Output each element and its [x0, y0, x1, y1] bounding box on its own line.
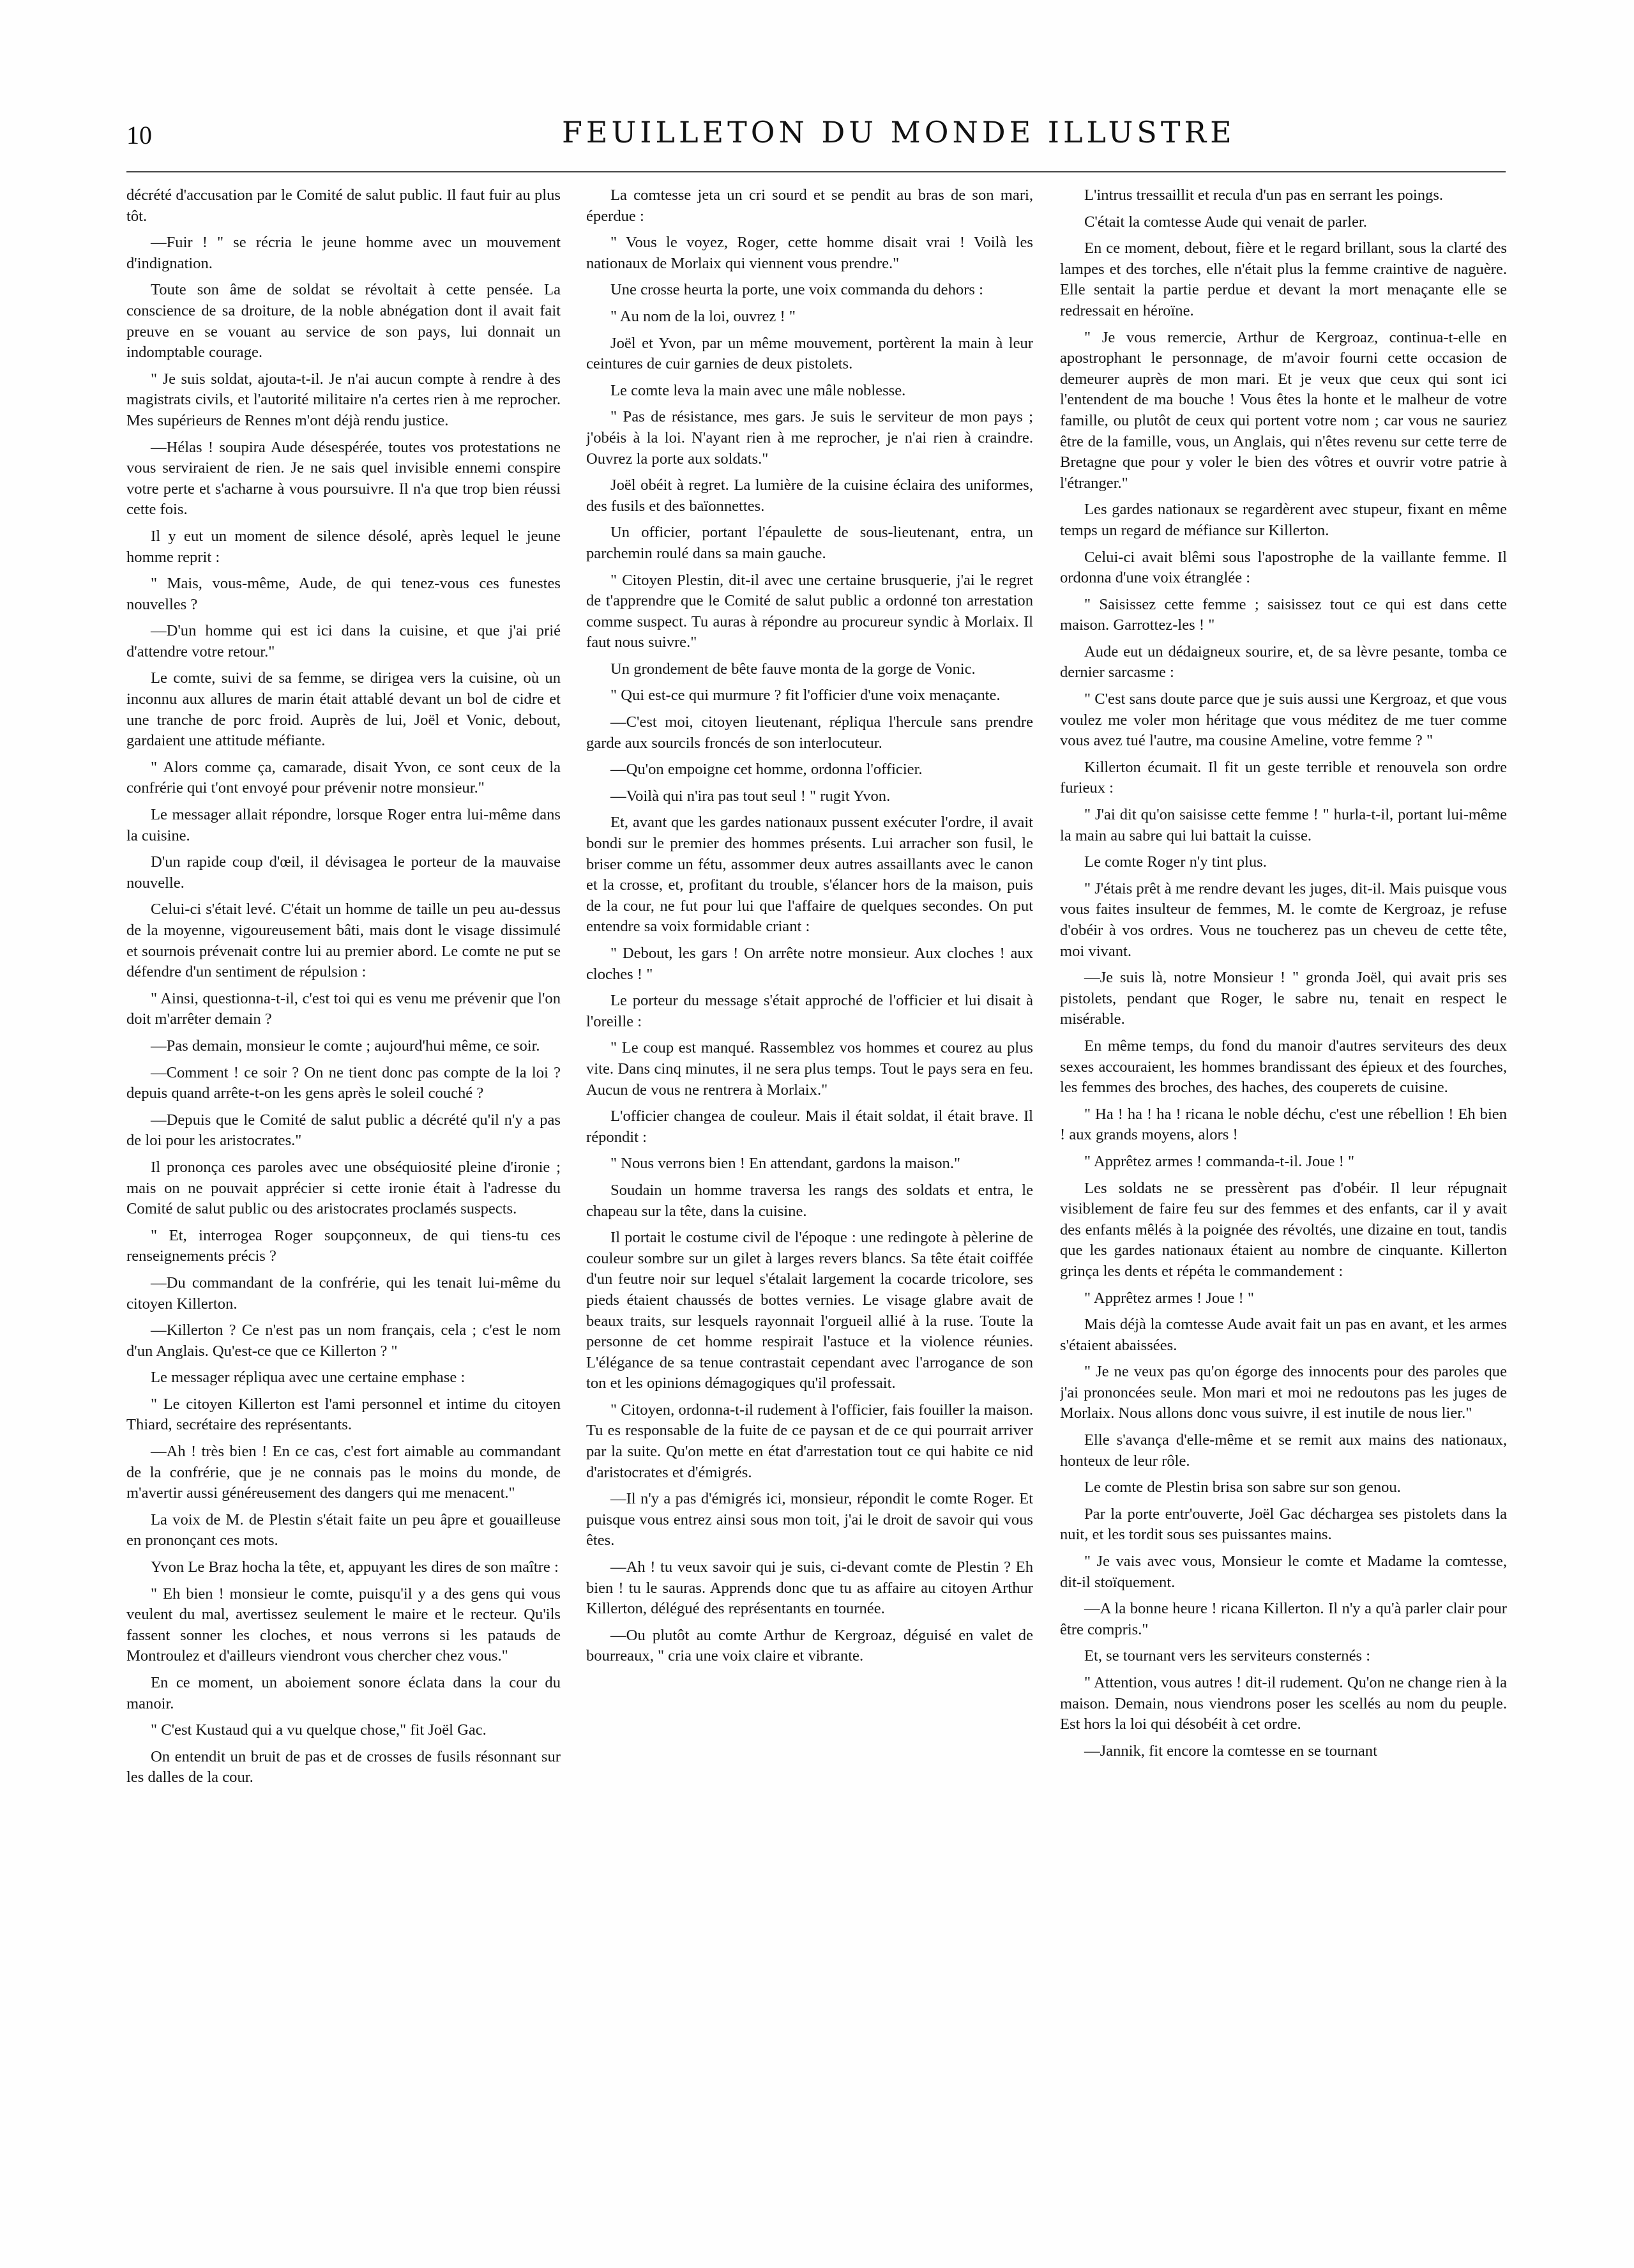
paragraph: —Il n'y a pas d'émigrés ici, monsieur, répondit le comte Roger. Et puisque vous entrez ainsi sous mon toit, j'ai le droit de savoir qui vous êtes.	[586, 1490, 1033, 1549]
paragraph: " Apprêtez armes ! commanda-t-il. Joue ! "	[1084, 1152, 1354, 1170]
paragraph: " Attention, vous autres ! dit-il rudement. Qu'on ne change rien à la maison. Demain, nous viendrons poser les scellés au nom du peuple. Est hors la loi qui désobéit à cet ordre.	[1060, 1674, 1507, 1733]
paragraph: Celui-ci avait blêmi sous l'apostrophe de la vaillante femme. Il ordonna d'une voix étranglée :	[1060, 548, 1507, 587]
paragraph: " Apprêtez armes ! Joue ! "	[1084, 1289, 1254, 1307]
paragraph: —A la bonne heure ! ricana Killerton. Il n'y a qu'à parler clair pour être compris."	[1060, 1600, 1507, 1638]
text-column-1	[126, 185, 561, 2114]
paragraph: Et, se tournant vers les serviteurs consternés :	[1084, 1647, 1371, 1665]
paragraph: D'un rapide coup d'œil, il dévisagea le porteur de la mauvaise nouvelle.	[126, 853, 561, 892]
paragraph: —Qu'on empoigne cet homme, ordonna l'officier.	[610, 761, 923, 779]
paragraph: —Fuir ! " se récria le jeune homme avec un mouvement d'indignation.	[126, 234, 561, 272]
paragraph: Yvon Le Braz hocha la tête, et, appuyant les dires de son maître :	[151, 1558, 559, 1576]
paragraph: " Vous le voyez, Roger, cette homme disait vrai ! Voilà les nationaux de Morlaix qui viennent vous prendre."	[586, 234, 1033, 272]
paragraph: Aude eut un dédaigneux sourire, et, de sa lèvre pesante, tomba ce dernier sarcasme :	[1060, 643, 1507, 681]
paragraph: —Ou plutôt au comte Arthur de Kergroaz, déguisé en valet de bourreaux, " cria une voix claire et vibrante.	[586, 1626, 1033, 1665]
paragraph: " C'est Kustaud qui a vu quelque chose," fit Joël Gac.	[151, 1721, 487, 1739]
paragraph: En même temps, du fond du manoir d'autres serviteurs des deux sexes accouraient, les hommes brandissant des épieux et des fourches, les femmes des broches, des haches, des couperets de cuisine.	[1060, 1037, 1507, 1097]
paragraph: " Le citoyen Killerton est l'ami personnel et intime du citoyen Thiard, secrétaire des représentants.	[126, 1395, 561, 1434]
paragraph: Le comte leva la main avec une mâle noblesse.	[610, 381, 906, 399]
paragraph: Par la porte entr'ouverte, Joël Gac déchargea ses pistolets dans la nuit, et les tordit sous ses puissantes mains.	[1060, 1505, 1507, 1544]
paragraph: Un officier, portant l'épaulette de sous-lieutenant, entra, un parchemin roulé dans sa main gauche.	[586, 524, 1033, 562]
paragraph: " Debout, les gars ! On arrête notre monsieur. Aux cloches ! aux cloches ! "	[586, 945, 1033, 983]
paragraph: En ce moment, debout, fière et le regard brillant, sous la clarté des lampes et des torches, elle n'était plus la femme craintive de naguère. Elle sentait la partie perdue et devant la mort menaçante elle se redressait en héroïne.	[1060, 240, 1507, 319]
text-column-3	[1060, 185, 1507, 2114]
paragraph: " Pas de résistance, mes gars. Je suis le serviteur de mon pays ; j'obéis à la loi. N'ayant rien à me reprocher, je n'ai rien à craindre. Ouvrez la porte aux soldats."	[586, 408, 1033, 468]
paragraph: décrété d'accusation par le Comité de salut public. Il faut fuir au plus tôt.	[126, 186, 561, 225]
paragraph: La comtesse jeta un cri sourd et se pendit au bras de son mari, éperdue :	[586, 186, 1033, 225]
paragraph: " Citoyen Plestin, dit-il avec une certaine brusquerie, j'ai le regret de t'apprendre que le Comité de salut public a ordonné ton arrestation comme suspect. Tu auras à répondre au procureur syndic à Morlaix. Il faut nous suivre."	[586, 571, 1033, 651]
paragraph: " Mais, vous-même, Aude, de qui tenez-vous ces funestes nouvelles ?	[126, 575, 561, 613]
paragraph: " C'est sans doute parce que je suis aussi une Kergroaz, et que vous voulez me voler mon héritage que vous méditez de me tuer comme vous avez tué l'autre, ma cousine Ameline, votre femme ? "	[1060, 690, 1507, 750]
paragraph: " Le coup est manqué. Rassemblez vos hommes et courez au plus vite. Dans cinq minutes, il ne sera plus temps. Tout le pays sera en feu. Aucun de vous ne rentrera à Morlaix."	[586, 1039, 1033, 1099]
paragraph: La voix de M. de Plestin s'était faite un peu âpre et gouailleuse en prononçant ces mots.	[126, 1511, 561, 1549]
paragraph: " Et, interrogea Roger soupçonneux, de qui tiens-tu ces renseignements précis ?	[126, 1226, 561, 1265]
paragraph: —Comment ! ce soir ? On ne tient donc pas compte de la loi ? depuis quand arrête-t-on les gens après le soleil couché ?	[126, 1063, 561, 1102]
paragraph: En ce moment, un aboiement sonore éclata dans la cour du manoir.	[126, 1674, 561, 1712]
paragraph: —Pas demain, monsieur le comte ; aujourd'hui même, ce soir.	[151, 1037, 540, 1054]
paragraph: Il prononça ces paroles avec une obséquiosité pleine d'ironie ; mais on ne pouvait apprécier si cette ironie était à l'adresse du Comité de salut public ou des aristocrates proclamés suspects.	[126, 1158, 561, 1218]
page-header-title: FEUILLETON DU MONDE ILLUSTRE	[562, 115, 1236, 149]
paragraph: " J'ai dit qu'on saisisse cette femme ! " hurla-t-il, portant lui-même la main au sabre qui lui battait la cuisse.	[1060, 806, 1507, 844]
paragraph: " Qui est-ce qui murmure ? fit l'officier d'une voix menaçante.	[610, 687, 1001, 704]
paragraph: —Hélas ! soupira Aude désespérée, toutes vos protestations ne vous serviraient de rien. Je ne sais quel invisible ennemi conspire votre perte et s'acharne à vous poursuivre. Il n'a que trop bien réussi cette fois.	[126, 438, 561, 519]
paragraph: Elle s'avança d'elle-même et se remit aux mains des nationaux, honteux de leur rôle.	[1060, 1431, 1507, 1470]
paragraph: —Jannik, fit encore la comtesse en se tournant	[1084, 1742, 1377, 1760]
paragraph: Les soldats ne se pressèrent pas d'obéir. Il leur répugnait visiblement de faire feu sur des femmes et des enfants, car il y avait des enfants mêlés à la poignée des révoltés, une dizaine en tout, tandis que les gardes nationaux étaient au nombre de cinquante. Killerton grinça les dents et répéta le commandement :	[1060, 1179, 1507, 1280]
paragraph: Mais déjà la comtesse Aude avait fait un pas en avant, et les armes s'étaient abaissées.	[1060, 1316, 1507, 1354]
paragraph: " Au nom de la loi, ouvrez ! "	[610, 307, 796, 325]
paragraph: Une crosse heurta la porte, une voix commanda du dehors :	[610, 281, 983, 299]
paragraph: Le porteur du message s'était approché de l'officier et lui disait à l'oreille :	[586, 992, 1033, 1030]
paragraph: " Je suis soldat, ajouta-t-il. Je n'ai aucun compte à rendre à des magistrats civils, et l'autorité militaire n'a certes rien à me reprocher. Mes supérieurs de Rennes m'ont déjà rendu justice.	[126, 370, 561, 429]
paragraph: C'était la comtesse Aude qui venait de parler.	[1084, 213, 1367, 231]
paragraph: " Alors comme ça, camarade, disait Yvon, ce sont ceux de la confrérie qui t'ont envoyé pour prévenir notre monsieur."	[126, 758, 561, 797]
header-rule	[126, 171, 1506, 172]
paragraph: Le comte Roger n'y tint plus.	[1084, 853, 1267, 871]
paragraph: Et, avant que les gardes nationaux pussent exécuter l'ordre, il avait bondi sur le premier des hommes présents. Lui arracher son fusil, le briser comme un fétu, assommer deux autres assaillants avec le canon et la crosse, et, profitant du trouble, s'élancer hors de la maison, puis de la cour, ne fut pour lui que l'affaire de quelques secondes. On put entendre sa voix formidable criant :	[586, 814, 1033, 936]
paragraph: Toute son âme de soldat se révoltait à cette pensée. La conscience de sa droiture, de la noble abnégation dont il avait fait preuve en se vouant au service de son pays, lui donnait un indomptable courage.	[126, 281, 561, 362]
paragraph: Joël et Yvon, par un même mouvement, portèrent la main à leur ceintures de cuir garnies de deux pistolets.	[586, 334, 1033, 373]
paragraph: —Depuis que le Comité de salut public a décrété qu'il n'y a pas de loi pour les aristocrates."	[126, 1111, 561, 1150]
paragraph: Celui-ci s'était levé. C'était un homme de taille un peu au-dessus de la moyenne, vigoureusement bâti, mais dont le visage dissimulé et sournois prévenait contre lui au premier abord. Le comte ne put se défendre d'un sentiment de répulsion :	[126, 901, 561, 981]
paragraph: Le messager allait répondre, lorsque Roger entra lui-même dans la cuisine.	[126, 806, 561, 844]
paragraph: —C'est moi, citoyen lieutenant, répliqua l'hercule sans prendre garde aux sourcils froncés de son interlocuteur.	[586, 713, 1033, 752]
paragraph: Le comte de Plestin brisa son sabre sur son genou.	[1084, 1479, 1401, 1496]
paragraph: —D'un homme qui est ici dans la cuisine, et que j'ai prié d'attendre votre retour."	[126, 622, 561, 660]
paragraph: L'officier changea de couleur. Mais il était soldat, il était brave. Il répondit :	[586, 1107, 1033, 1146]
paragraph: Killerton écumait. Il fit un geste terrible et renouvela son ordre furieux :	[1060, 758, 1507, 797]
paragraph: —Ah ! très bien ! En ce cas, c'est fort aimable au commandant de la confrérie, que je ne connais pas le moins du monde, de m'avertir aussi généreusement des dangers qui me menacent."	[126, 1443, 561, 1502]
page-number: 10	[126, 121, 152, 149]
paragraph: Le messager répliqua avec une certaine emphase :	[151, 1369, 465, 1387]
paragraph: " Eh bien ! monsieur le comte, puisqu'il y a des gens qui vous veulent du mal, avertissez seulement le maire et le recteur. Qu'ils fassent sonner les cloches, et nous verrons si les patauds de Montroulez et d'ailleurs viendront vous chercher chez vous."	[126, 1585, 561, 1665]
paragraph: " Saisissez cette femme ; saisissez tout ce qui est dans cette maison. Garrottez-les ! "	[1060, 595, 1507, 634]
paragraph: " Citoyen, ordonna-t-il rudement à l'officier, fais fouiller la maison. Tu es responsable de la fuite de ce paysan et de ce qui pourrait arriver par la suite. Qu'on mette en état d'arrestation tout ce qui habite ce nid d'aristocrates et d'émigrés.	[586, 1401, 1033, 1481]
paragraph: " Je vais avec vous, Monsieur le comte et Madame la comtesse, dit-il stoïquement.	[1060, 1553, 1507, 1591]
paragraph: Un grondement de bête fauve monta de la gorge de Vonic.	[610, 660, 976, 678]
paragraph: " Ainsi, questionna-t-il, c'est toi qui es venu me prévenir que l'on doit m'arrêter demain ?	[126, 989, 561, 1028]
paragraph: Les gardes nationaux se regardèrent avec stupeur, fixant en même temps un regard de méfiance sur Killerton.	[1060, 501, 1507, 539]
paragraph: " Ha ! ha ! ha ! ricana le noble déchu, c'est une rébellion ! Eh bien ! aux grands moyens, alors !	[1060, 1105, 1507, 1144]
paragraph: " Nous verrons bien ! En attendant, gardons la maison."	[610, 1155, 961, 1173]
text-column-2	[586, 185, 1033, 2114]
paragraph: —Ah ! tu veux savoir qui je suis, ci-devant comte de Plestin ? Eh bien ! tu le sauras. Apprends donc que tu as affaire au citoyen Arthur Killerton, délégué des représentants en tournée.	[586, 1558, 1033, 1618]
paragraph: L'intrus tressaillit et recula d'un pas en serrant les poings.	[1084, 186, 1444, 204]
paragraph: " Je vous remercie, Arthur de Kergroaz, continua-t-elle en apostrophant le personnage, de m'avoir fourni cette occasion de demeurer auprès de mon mari. Et je veux que ceux qui sont ici l'entendent de ma bouche ! Vous êtes la honte et le malheur de votre famille, ou plutôt de ceux qui portent votre nom ; car vous ne sauriez être de la famille, vous, un Anglais, qui n'êtes revenu sur cette terre de Bretagne que pour y voler le bien des vôtres et ouvrir votre patrie à l'étranger."	[1060, 328, 1507, 492]
paragraph: Joël obéit à regret. La lumière de la cuisine éclaira des uniformes, des fusils et des baïonnettes.	[586, 476, 1033, 515]
paragraph: Soudain un homme traversa les rangs des soldats et entra, le chapeau sur la tête, dans la cuisine.	[586, 1181, 1033, 1220]
paragraph: " J'étais prêt à me rendre devant les juges, dit-il. Mais puisque vous vous faites insulteur de femmes, M. le comte de Kergroaz, je refuse d'obéir à vos ordres. Vous ne toucherez pas un cheveu de cette tête, moi vivant.	[1060, 879, 1507, 960]
paragraph: Il portait le costume civil de l'époque : une redingote à pèlerine de couleur sombre sur un gilet à larges revers blancs. Sa tête était coiffée d'un feutre noir sur lequel s'étalait largement la cocarde tricolore, ses pieds étaient chaussés de bottes vernies. Le visage glabre avait de beaux traits, sur lesquels rayonnait l'orgueil allié à la ruse. Toute la personne de cet homme respirait l'astuce et la violence réunies. L'élégance de sa tenue contrastait cependant avec l'arrogance de son ton et les opinions démagogiques qu'il professait.	[586, 1229, 1033, 1392]
paragraph: Le comte, suivi de sa femme, se dirigea vers la cuisine, où un inconnu aux allures de marin était attablé devant un bol de cidre et une tranche de porc froid. Auprès de lui, Joël et Vonic, debout, gardaient une attitude méfiante.	[126, 669, 561, 750]
paragraph: —Voilà qui n'ira pas tout seul ! " rugit Yvon.	[610, 787, 891, 805]
paragraph: Il y eut un moment de silence désolé, après lequel le jeune homme reprit :	[126, 527, 561, 566]
paragraph: —Du commandant de la confrérie, qui les tenait lui-même du citoyen Killerton.	[126, 1274, 561, 1313]
paragraph: —Je suis là, notre Monsieur ! " gronda Joël, qui avait pris ses pistolets, pendant que Roger, le sabre nu, tenait en respect le misérable.	[1060, 969, 1507, 1028]
paragraph: On entendit un bruit de pas et de crosses de fusils résonnant sur les dalles de la cour.	[126, 1747, 561, 1786]
paragraph: —Killerton ? Ce n'est pas un nom français, cela ; c'est le nom d'un Anglais. Qu'est-ce que ce Killerton ? "	[126, 1321, 561, 1360]
paragraph: " Je ne veux pas qu'on égorge des innocents pour des paroles que j'ai prononcées seule. Mon mari et moi ne redoutons pas les juges de Morlaix. Nous allons donc vous suivre, il est inutile de nous lier."	[1060, 1363, 1507, 1422]
